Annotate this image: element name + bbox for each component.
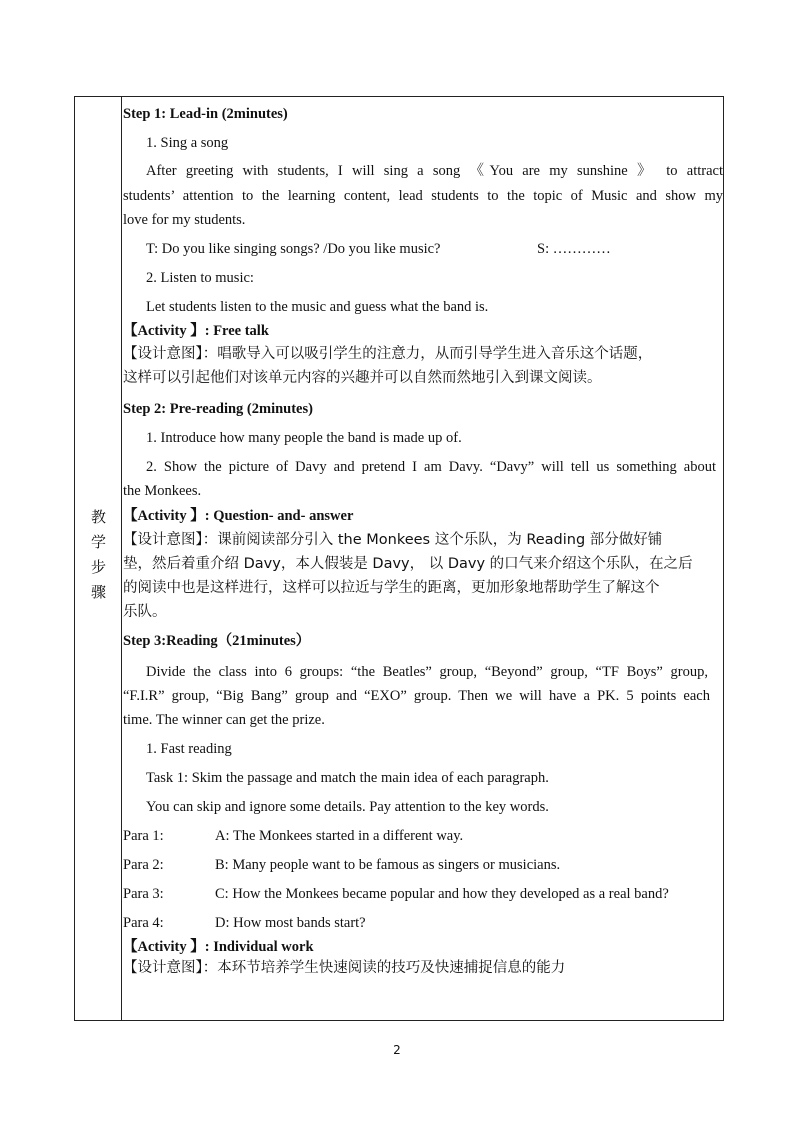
side-char: 学 [90,533,106,551]
step3-groups-line: “F.I.R” group, “Big Bang” group and “EXO” group. Then we will have a PK. 5 points each [123,688,710,704]
side-char: 步 [90,558,106,576]
step3-task: Task 1: Skim the passage and match the main idea of each paragraph. [146,770,549,786]
step1-para-line: After greeting with students, I will sing a song 《You are my sunshine 》 to attract [146,163,723,179]
step1-para-line: love for my students. [123,212,246,228]
para-label: Para 3: [123,886,164,902]
step1-title: Step 1: Lead-in (2minutes) [123,106,288,122]
page-number: 2 [393,1043,401,1057]
step3-title: Step 3:Reading（21minutes） [123,633,311,649]
step2-activity: 【Activity 】: Question- and- answer [123,508,354,524]
para-idea: B: Many people want to be famous as singers or musicians. [215,857,561,873]
step1-listen-text: Let students listen to the music and guess what the band is. [146,299,489,315]
step2-item1: 1. Introduce how many people the band is made up of. [146,430,462,446]
side-char: 教 [90,508,106,526]
step2-item2-line: 2. Show the picture of Davy and pretend I am Davy. “Davy” will tell us something about [146,459,716,475]
step3-groups-line: Divide the class into 6 groups: “the Beatles” group, “Beyond” group, “TF Boys” group, [146,664,708,680]
step3-intent-line: 【设计意图】：本环节培养学生快速阅读的技巧及快速捕捉信息的能力 [123,960,566,976]
step1-intent-line: 【设计意图】：唱歌导入可以吸引学生的注意力，从而引导学生进入音乐这个话题， [123,346,653,362]
content-cell [123,97,723,1020]
side-char: 骤 [90,583,106,601]
step3-tip: You can skip and ignore some details. Pay attention to the key words. [146,799,549,815]
step1-dialog: T: Do you like singing songs? /Do you like music? [146,241,441,257]
para-idea: A: The Monkees started in a different way. [215,828,464,844]
para-label: Para 1: [123,828,164,844]
step3-activity: 【Activity 】: Individual work [123,939,314,955]
step3-groups-line: time. The winner can get the prize. [123,712,325,728]
step1-activity: 【Activity 】: Free talk [123,323,269,339]
step2-title: Step 2: Pre-reading (2minutes) [123,401,313,417]
para-idea: D: How most bands start? [215,915,366,931]
para-label: Para 4: [123,915,164,931]
lesson-table [74,96,724,1021]
step2-intent-line: 乐队。 [123,604,167,620]
step2-intent-line: 的阅读中也是这样进行，这样可以拉近与学生的距离，更加形象地帮助学生了解这个 [123,580,660,596]
side-column [75,97,122,1020]
step1-item1: 1. Sing a song [146,135,229,151]
step1-dialog-reply: S: ………… [537,241,611,257]
step2-intent-line: 【设计意图】：课前阅读部分引入 the Monkees 这个乐队，为 Reading 部分做好铺 [123,532,663,548]
para-label: Para 2: [123,857,164,873]
step2-item2-line: the Monkees. [123,483,202,499]
step1-intent-line: 这样可以引起他们对该单元内容的兴趣并可以自然而然地引入到课文阅读。 [123,370,602,386]
step1-item2: 2. Listen to music: [146,270,254,286]
para-idea: C: How the Monkees became popular and how they developed as a real band? [215,886,669,902]
step3-fast-reading: 1. Fast reading [146,741,232,757]
step2-intent-line: 垫，然后着重介绍 Davy，本人假装是 Davy， 以 Davy 的口气来介绍这个乐队，在之后 [123,556,693,572]
step1-para-line: students’ attention to the learning content, lead students to the topic of Music and show my [123,188,723,204]
side-label [75,505,122,605]
